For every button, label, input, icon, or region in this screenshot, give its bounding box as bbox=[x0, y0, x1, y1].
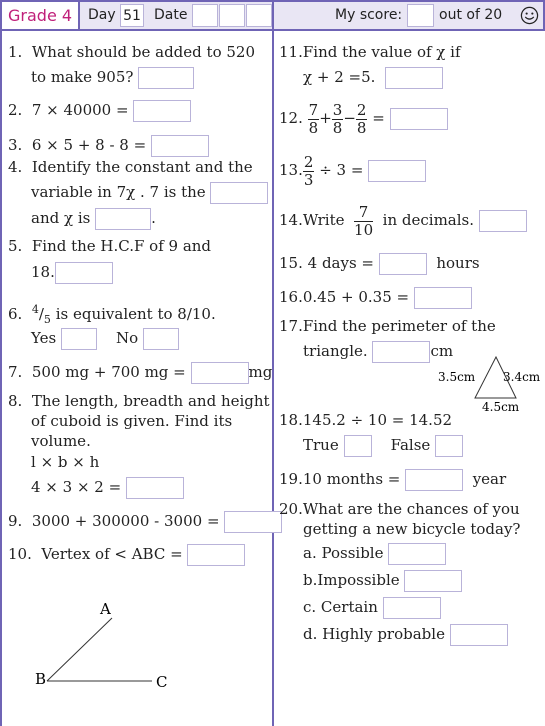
question-6-options: Yes No bbox=[31, 326, 179, 350]
day-label: Day bbox=[88, 7, 116, 23]
question-12: 12. $\frac{7}{8}$ + $\frac{3}{8}$ − $\frac{2}{8}$ = bbox=[279, 96, 448, 140]
question-15: 15. 4 days = hours bbox=[279, 251, 480, 275]
answer-box-15[interactable] bbox=[379, 253, 427, 275]
question-20: 20.What are the chances of you bbox=[279, 500, 520, 518]
smiley-icon bbox=[520, 6, 539, 25]
question-11-line2: χ + 2 =5. bbox=[303, 65, 443, 89]
true-box[interactable] bbox=[344, 435, 372, 457]
option-d: d. Highly probable bbox=[303, 622, 508, 646]
answer-box-8[interactable] bbox=[126, 477, 184, 499]
date-month-box[interactable] bbox=[219, 4, 245, 27]
question-5: 5. Find the H.C.F of 9 and bbox=[8, 237, 212, 255]
grade-label: Grade 4 bbox=[2, 2, 80, 29]
question-8-line3: volume. bbox=[31, 432, 91, 450]
answer-box-3[interactable] bbox=[151, 135, 209, 157]
answer-box-20a[interactable] bbox=[388, 543, 446, 565]
vertex-b-label: B bbox=[35, 670, 47, 688]
question-3: 3. 6 × 5 + 8 - 8 = bbox=[8, 133, 209, 157]
question-10: 10. Vertex of < ABC = bbox=[8, 542, 245, 566]
score-label: My score: bbox=[335, 7, 403, 23]
angle-abc-diagram bbox=[30, 598, 180, 693]
answer-box-20b[interactable] bbox=[404, 570, 462, 592]
question-16: 16.0.45 + 0.35 = bbox=[279, 285, 472, 309]
option-b: b.Impossible bbox=[303, 568, 462, 592]
answer-box-19[interactable] bbox=[405, 469, 463, 491]
date-year-box[interactable] bbox=[246, 4, 272, 27]
question-4-line2: variable in 7χ . 7 is the bbox=[31, 180, 268, 204]
vertex-a-label: A bbox=[100, 600, 111, 618]
answer-box-13[interactable] bbox=[368, 160, 426, 182]
day-number: 51 bbox=[120, 4, 144, 27]
answer-box-20c[interactable] bbox=[383, 597, 441, 619]
question-5-line2: 18. bbox=[31, 260, 113, 284]
question-18: 18.145.2 ÷ 10 = 14.52 bbox=[279, 411, 453, 429]
date-day-box[interactable] bbox=[192, 4, 218, 27]
option-c: c. Certain bbox=[303, 595, 441, 619]
side-right-label: 3.4cm bbox=[503, 370, 541, 384]
question-18-options: True False bbox=[303, 433, 463, 457]
worksheet-header bbox=[0, 0, 545, 31]
answer-box-16[interactable] bbox=[414, 287, 472, 309]
question-9: 9. 3000 + 300000 - 3000 = bbox=[8, 509, 282, 533]
answer-box-4b[interactable] bbox=[95, 208, 151, 230]
question-8-line2: of cuboid is given. Find its bbox=[31, 412, 233, 430]
answer-box-10[interactable] bbox=[187, 544, 245, 566]
score-box[interactable] bbox=[407, 4, 434, 27]
answer-box-7[interactable] bbox=[191, 362, 249, 384]
question-6: 6. $^4/_5$ is equivalent to 8/10. bbox=[8, 303, 216, 326]
side-bottom-label: 4.5cm bbox=[482, 400, 520, 414]
answer-box-14[interactable] bbox=[479, 210, 527, 232]
question-7: 7. 500 mg + 700 mg = mg bbox=[8, 360, 272, 384]
question-17-line2: triangle. cm bbox=[303, 339, 453, 363]
option-a: a. Possible bbox=[303, 541, 446, 565]
answer-box-11[interactable] bbox=[385, 67, 443, 89]
question-20-line2: getting a new bicycle today? bbox=[303, 520, 521, 538]
vertex-c-label: C bbox=[156, 673, 168, 691]
question-4-line3: and χ is . bbox=[31, 206, 156, 230]
answer-box-5[interactable] bbox=[55, 262, 113, 284]
left-border bbox=[0, 31, 2, 726]
header-divider bbox=[272, 2, 274, 29]
no-box[interactable] bbox=[143, 328, 179, 350]
question-14: 14.Write $\frac{7}{10}$ in decimals. bbox=[279, 198, 527, 242]
question-8: 8. The length, breadth and height bbox=[8, 392, 270, 410]
question-2: 2. 7 × 40000 = bbox=[8, 98, 191, 122]
question-13: 13. $\frac{2}{3}$ ÷ 3 = bbox=[279, 148, 426, 192]
answer-box-2[interactable] bbox=[133, 100, 191, 122]
question-8-formula: l × b × h bbox=[31, 453, 100, 471]
question-19: 19.10 months = year bbox=[279, 467, 506, 491]
side-left-label: 3.5cm bbox=[438, 370, 476, 384]
question-1: 1. What should be added to 520 bbox=[8, 43, 255, 61]
answer-box-9[interactable] bbox=[224, 511, 282, 533]
question-8-line5: 4 × 3 × 2 = bbox=[31, 475, 184, 499]
answer-box-17[interactable] bbox=[372, 341, 430, 363]
out-of-label: out of 20 bbox=[439, 7, 503, 23]
question-17: 17.Find the perimeter of the bbox=[279, 317, 496, 335]
false-box[interactable] bbox=[435, 435, 463, 457]
answer-box-20d[interactable] bbox=[450, 624, 508, 646]
question-11: 11.Find the value of χ if bbox=[279, 43, 461, 61]
yes-box[interactable] bbox=[61, 328, 97, 350]
answer-box-1[interactable] bbox=[138, 67, 194, 89]
triangle-diagram bbox=[436, 353, 544, 415]
question-4: 4. Identify the constant and the bbox=[8, 158, 253, 176]
answer-box-12[interactable] bbox=[390, 108, 448, 130]
question-1-line2: to make 905? bbox=[31, 65, 194, 89]
date-label: Date bbox=[154, 7, 188, 23]
answer-box-4a[interactable] bbox=[210, 182, 268, 204]
